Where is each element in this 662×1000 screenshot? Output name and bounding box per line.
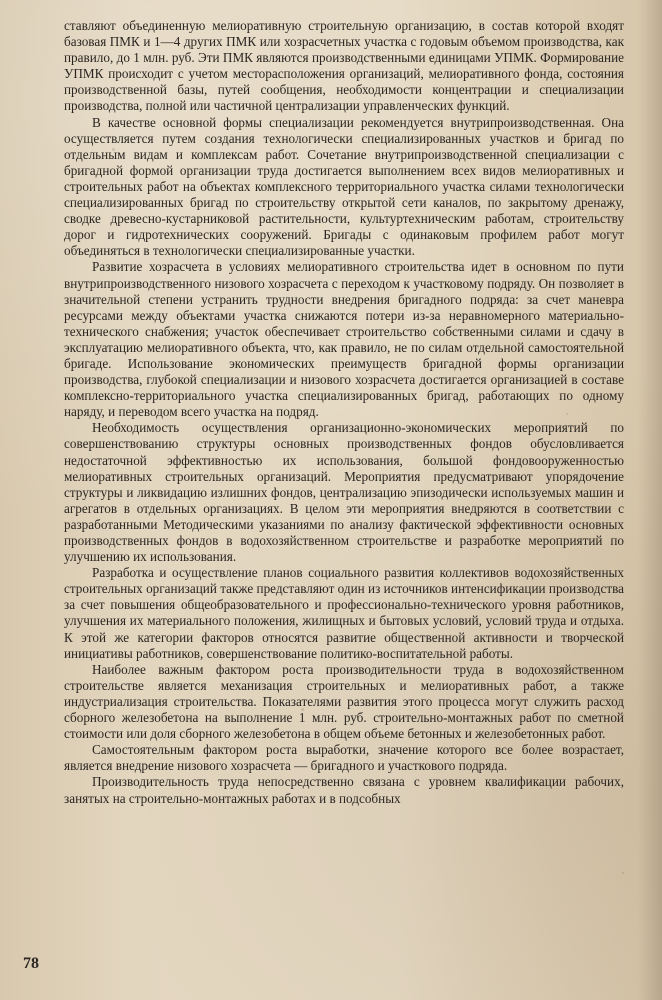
- paper-speck: [622, 872, 624, 874]
- paragraph-6: Наиболее важным фактором роста производительности труда в водохозяйственном строительстве является механизация строительных и мелиоративных работ, а также индустриализация строительства. Показателями развития этого процесса могут служить расход сборного железобетона на выполнение 1 млн. руб. строительно-монтажных работ по сметной стоимости или доля сборного железобетона в общем объеме бетонных и железобетонных работ.: [64, 661, 624, 742]
- paragraph-3: Развитие хозрасчета в условиях мелиоративного строительства идет в основном по пути внутрипроизводственного низового хозрасчета с переходом к участковому подряду. Он позволяет в значительной степени устранить трудности внедрения бригадного подряда: за счет маневра ресурсами между объектами участка снижаются потери из-за неравномерного материально-технического снабжения; участок обеспечивает строительство собственными силами и сдачу в эксплуатацию мелиоративного объекта, что, как правило, не по силам отдельной самостоятельной бригаде. Использование экономических преимуществ бригадной формы организации производства, глубокой специализации и низового хозрасчета достигается организацией в составе комплексно-территориального участка специализированных бригад, работающих по одному наряду, и переводом всего участка на подряд.: [64, 259, 624, 420]
- paragraph-8: Производительность труда непосредственно связана с уровнем квалификации рабочих, занятых на строительно-монтажных работах и в подсобных: [64, 774, 624, 806]
- paragraph-1: ставляют объединенную мелиоративную строительную организацию, в состав которой входят базовая ПМК и 1—4 других ПМК или хозрасчетных участка с годовым объемом производства, как правило, до 1 млн. руб. Эти ПМК являются производственными единицами УПМК. Формирование УПМК происходит с учетом месторасположения организаций, мелиоративного фонда, состояния производственной базы, путей сообщения, необходимости концентрации и специализации производства, полной или частичной централизации управленческих функций.: [64, 18, 624, 114]
- paragraph-7: Самостоятельным фактором роста выработки, значение которого все более возрастает, является внедрение низового хозрасчета — бригадного и участкового подряда.: [64, 742, 624, 774]
- page-number: 78: [23, 955, 39, 972]
- paragraph-4: Необходимость осуществления организационно-экономических мероприятий по совершенствованию структуры основных производственных фондов обусловливается недостаточной эффективностью их использования, большой фондовооруженностью мелиоративных строительных организаций. Мероприятия предусматривают упорядочение структуры и ликвидацию излишних фондов, централизацию эпизодически используемых машин и агрегатов в отдельных организациях. В целом эти мероприятия внедряются в соответствии с разработанными Методическими указаниями по анализу фактической эффективности основных производственных фондов в водохозяйственном строительстве и разработке мероприятий по улучшению их использования.: [64, 420, 624, 565]
- body-text: [64, 18, 624, 807]
- paragraph-5: Разработка и осуществление планов социального развития коллективов водохозяйственных строительных организаций также представляют один из источников интенсификации производства за счет повышения общеобразовательного и профессионально-технического уровня работников, улучшения их материального положения, жилищных и бытовых условий, условий труда и отдыха. К этой же категории факторов относятся развитие общественной активности и творческой инициативы работников, совершенствование политико-воспитательной работы.: [64, 565, 624, 661]
- paragraph-2: В качестве основной формы специализации рекомендуется внутрипроизводственная. Она осуществляется путем создания технологически специализированных участков и бригад по отдельным видам и комплексам работ. Сочетание внутрипроизводственной специализации с бригадной формой организации труда достигается выполнением всех видов мелиоративных и строительных работ на объектах комплексного территориального участка силами технологически специализированных бригад по строительству открытой сети каналов, по закрытому дренажу, сводке древесно-кустарниковой растительности, культуртехническим работам, строительству дорог и гидротехнических сооружений. Бригады с одинаковым профилем работ могут объединяться в технологически специализированные участки.: [64, 114, 624, 259]
- page-edge-shadow: [638, 0, 662, 1000]
